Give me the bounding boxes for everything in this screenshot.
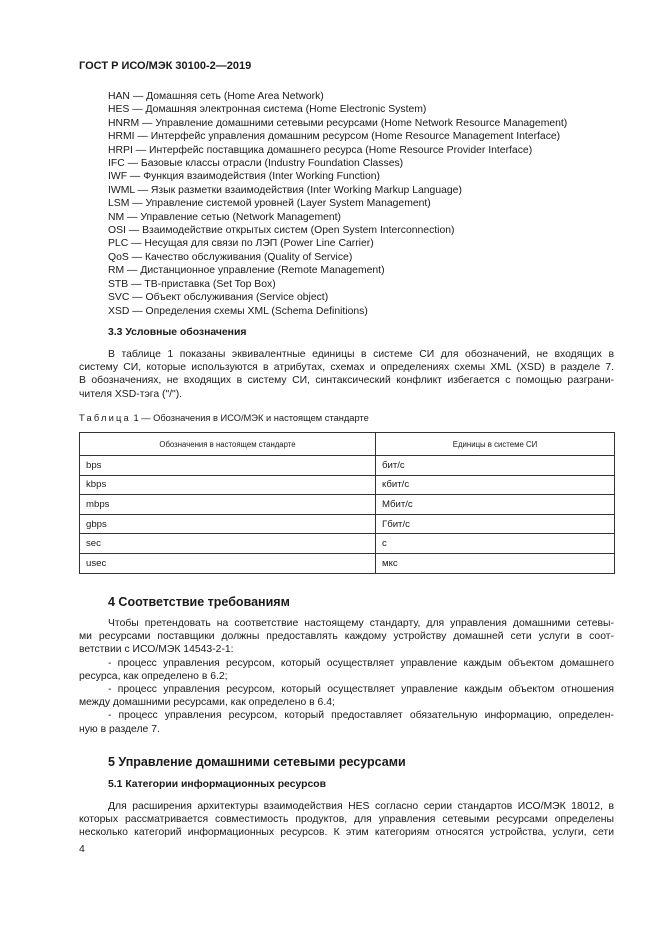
table-cell: Мбит/с: [376, 495, 615, 515]
table-row: [80, 475, 615, 495]
units-table: [79, 432, 615, 574]
section-5-heading: 5 Управление домашними сетевыми ресурсами: [108, 755, 406, 769]
paragraph-line: чителя XSD-тэга ("/").: [79, 388, 183, 400]
table-header-cell: Единицы в системе СИ: [376, 433, 615, 456]
table-header-row: [80, 433, 615, 456]
table-row: [80, 495, 615, 515]
table-caption-text: 1 — Обозначения в ИСО/МЭК и настоящем стандарте: [133, 413, 369, 423]
table-cell: sec: [80, 534, 376, 554]
table-cell: Гбит/с: [376, 514, 615, 534]
table-cell: mbps: [80, 495, 376, 515]
table-cell: бит/с: [376, 456, 615, 476]
table-row: [80, 456, 615, 476]
abbreviation-item: OSI — Взаимодействие открытых систем (Open System Interconnection): [108, 225, 455, 237]
page-number: 4: [79, 844, 85, 855]
table-cell: bps: [80, 456, 376, 476]
table-cell: kbps: [80, 475, 376, 495]
abbreviation-item: HRMI — Интерфейс управления домашним ресурсом (Home Resource Management Interface): [108, 131, 561, 143]
table-cell: мкс: [376, 553, 615, 573]
paragraph-line: - процесс управления ресурсом, который предоставляет обязательную информацию, определен-: [108, 710, 614, 722]
section-5-1-heading: 5.1 Категории информационных ресурсов: [108, 779, 326, 790]
section-3-3-paragraph: [79, 348, 614, 401]
paragraph-line: - процесс управления ресурсом, который осуществляет управление каждым объектом домашнего: [108, 657, 614, 669]
abbreviation-item: HAN — Домашняя сеть (Home Area Network): [108, 91, 324, 102]
paragraph-line: ветствии с ИСО/МЭК 14543-2-1:: [79, 644, 234, 656]
paragraph-line: В обозначениях, не входящих в систему СИ, синтаксический конфликт избегается с помощью разграни-: [79, 375, 614, 387]
paragraph-line: ную в разделе 7.: [79, 723, 160, 735]
abbreviation-item: XSD — Определения схемы XML (Schema Definitions): [108, 305, 368, 317]
abbreviation-item: IWF — Функция взаимодействия (Inter Working Function): [108, 171, 380, 183]
table-cell: кбит/с: [376, 475, 615, 495]
abbreviation-item: HES — Домашняя электронная система (Home Electronic System): [108, 104, 427, 116]
abbreviation-item: PLC — Несущая для связи по ЛЭП (Power Line Carrier): [108, 238, 374, 250]
table-header-cell: Обозначения в настоящем стандарте: [80, 433, 376, 456]
abbreviation-item: IFC — Базовые классы отрасли (Industry Foundation Classes): [108, 158, 404, 170]
section-3-3-heading: 3.3 Условные обозначения: [108, 327, 247, 338]
paragraph-line: - процесс управления ресурсом, который осуществляет управление каждым объектом отношения: [108, 684, 614, 696]
section-4-paragraph: [79, 617, 614, 736]
paragraph-line: В таблице 1 показаны эквивалентные единицы в системе СИ для обозначений, не входящих в: [108, 349, 614, 360]
paragraph-line: Чтобы претендовать на соответствие настоящему стандарту, для управления домашними сетевы-: [108, 618, 614, 629]
paragraph-line: систему СИ, которые используются в атрибутах, схемах и определениях схемы XML (XSD) в разделе 7.: [79, 362, 614, 374]
section-5-1-paragraph: [79, 800, 614, 840]
table-caption: [79, 413, 369, 423]
abbreviation-list: [108, 90, 628, 318]
page-header-title: ГОСТ Р ИСО/МЭК 30100-2—2019: [79, 60, 252, 72]
abbreviation-item: NM — Управление сетью (Network Management): [108, 211, 342, 223]
table-cell: gbps: [80, 514, 376, 534]
abbreviation-item: QoS — Качество обслуживания (Quality of Service): [108, 251, 353, 263]
paragraph-line: которых рассматривается совместимость продуктов, для управления сетевыми ресурсами определены: [79, 814, 614, 826]
abbreviation-item: HNRM — Управление домашними сетевыми ресурсами (Home Network Resource Management): [108, 117, 568, 129]
paragraph-line: Для расширения архитектуры взаимодействия HES согласно серии стандартов ИСО/МЭК 18012, в: [108, 801, 614, 812]
abbreviation-item: SVC — Объект обслуживания (Service object): [108, 292, 329, 304]
abbreviation-item: STB — ТВ-приставка (Set Top Box): [108, 278, 276, 290]
table-row: [80, 534, 615, 554]
paragraph-line: ми ресурсами поставщики должны предоставлять каждому устройству домашней сети услуги в соот-: [79, 631, 614, 643]
abbreviation-item: RM — Дистанционное управление (Remote Management): [108, 265, 385, 277]
abbreviation-item: HRPI — Интерфейс поставщика домашнего ресурса (Home Resource Provider Interface): [108, 144, 533, 156]
table-caption-label: Таблица: [79, 413, 131, 423]
table-cell: usec: [80, 553, 376, 573]
paragraph-line: между домашними ресурсами, как определено в 6.4;: [79, 697, 335, 709]
paragraph-line: несколько категорий информационных ресурсов. К этим категориям относятся устройства, услуги, сети: [79, 827, 614, 839]
section-4-heading: 4 Соответствие требованиям: [108, 595, 290, 609]
table-row: [80, 514, 615, 534]
table-cell: с: [376, 534, 615, 554]
abbreviation-item: IWML — Язык разметки взаимодействия (Inter Working Markup Language): [108, 184, 462, 196]
table-row: [80, 553, 615, 573]
abbreviation-item: LSM — Управление системой уровней (Layer System Management): [108, 198, 431, 210]
paragraph-line: ресурса, как определено в 6.2;: [79, 670, 228, 682]
